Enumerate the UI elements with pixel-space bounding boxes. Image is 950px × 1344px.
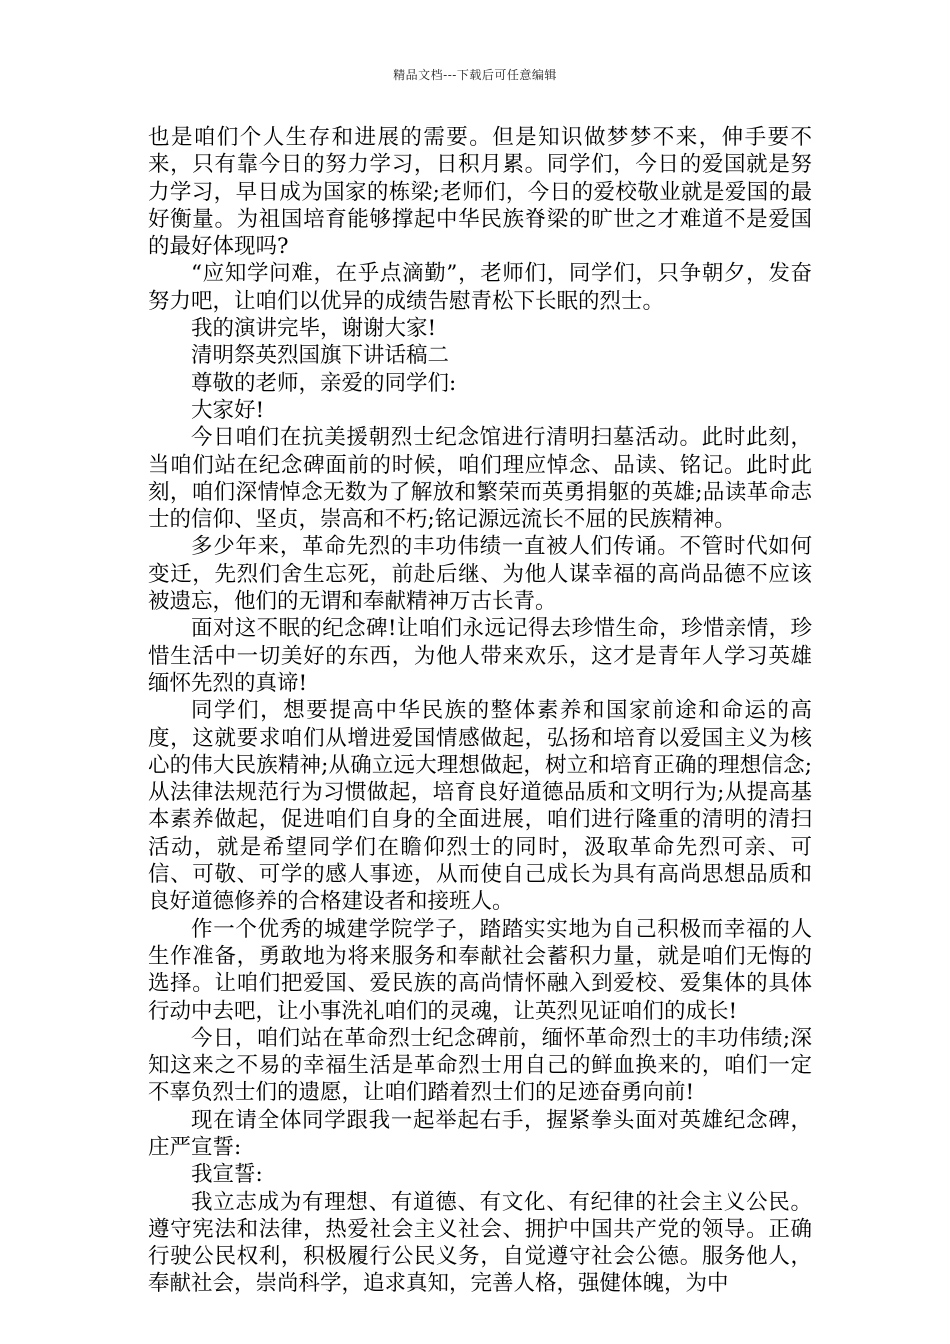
paragraph: “应知学问难，在乎点滴勤”，老师们，同学们，只争朝夕，发奋努力吧，让咱们以优异的成绩告慰青松下长眠的烈士。 (148, 261, 812, 314)
paragraph: 今日咱们在抗美援朝烈士纪念馆进行清明扫墓活动。此时此刻，当咱们站在纪念碑面前的时候，咱们理应悼念、品读、铭记。此时此刻，咱们深情悼念无数为了解放和繁荣而英勇捐躯的英雄;品读革命志士的信仰、坚贞，崇高和不朽;铭记源远流长不屈的民族精神。 (148, 425, 812, 533)
paragraph: 多少年来，革命先烈的丰功伟绩一直被人们传诵。不管时代如何变迁，先烈们舍生忘死，前赴后继、为他人谋幸福的高尚品德不应该被遗忘，他们的无谓和奉献精神万古长青。 (148, 534, 812, 615)
greeting: 大家好! (191, 397, 265, 423)
paragraph: 作一个优秀的城建学院学子，踏踏实实地为自己积极而幸福的人生作准备，勇敢地为将来服务和奉献社会蓄积力量，就是咱们无悔的选择。让咱们把爱国、爱民族的高尚情怀融入到爱校、爱集体的具体行动中去吧，让小事洗礼咱们的灵魂，让英烈见证咱们的成长! (148, 916, 812, 1024)
document-body (148, 124, 812, 1298)
paragraph: 我立志成为有理想、有道德、有文化、有纪律的社会主义公民。遵守宪法和法律，热爱社会主义社会、拥护中国共产党的领导。正确行驶公民权利，积极履行公民义务，自觉遵守社会公德。服务他人，奉献社会，崇尚科学，追求真知，完善人格，强健体魄，为中 (148, 1189, 812, 1297)
section-title: 清明祭英烈国旗下讲话稿二 (191, 343, 450, 369)
paragraph: 我的演讲完毕，谢谢大家! (191, 316, 437, 342)
paragraph: 今日，咱们站在革命烈士纪念碑前，缅怀革命烈士的丰功伟绩;深知这来之不易的幸福生活是革命烈士用自己的鲜血换来的，咱们一定不辜负烈士们的遗愿，让咱们踏着烈士们的足迹奋勇向前! (148, 1025, 812, 1106)
paragraph: 现在请全体同学跟我一起举起右手，握紧拳头面对英雄纪念碑，庄严宣誓: (148, 1107, 812, 1160)
page-header: 精品文档---下载后可任意编辑 (393, 68, 557, 82)
salutation: 尊敬的老师，亲爱的同学们: (191, 370, 457, 396)
paragraph: 也是咱们个人生存和进展的需要。但是知识做梦梦不来，伸手要不来，只有靠今日的努力学习，日积月累。同学们，今日的爱国就是努力学习，早日成为国家的栋梁;老师们，今日的爱校敬业就是爱国的最好衡量。为祖国培育能够撑起中华民族脊梁的旷世之才难道不是爱国的最好体现吗? (148, 125, 812, 260)
paragraph: 面对这不眠的纪念碑!让咱们永远记得去珍惜生命，珍惜亲情，珍惜生活中一切美好的东西，为他人带来欢乐，这才是青年人学习英雄缅怀先烈的真谛! (148, 616, 812, 696)
oath-heading: 我宣誓: (191, 1162, 263, 1188)
paragraph: 同学们，想要提高中华民族的整体素养和国家前途和命运的高度，这就要求咱们从增进爱国情感做起，弘扬和培育以爱国主义为核心的伟大民族精神;从确立远大理想做起，树立和培育正确的理想信念;从法律法规范行为习惯做起，培育良好道德品质和文明行为;从提高基本素养做起，促进咱们自身的全面进展，咱们进行隆重的清明的清扫活动，就是希望同学们在瞻仰烈士的同时，汲取革命先烈可亲、可信、可敬、可学的感人事迹，从而使自己成长为具有高尚思想品质和良好道德修养的合格建设者和接班人。 (148, 698, 812, 915)
